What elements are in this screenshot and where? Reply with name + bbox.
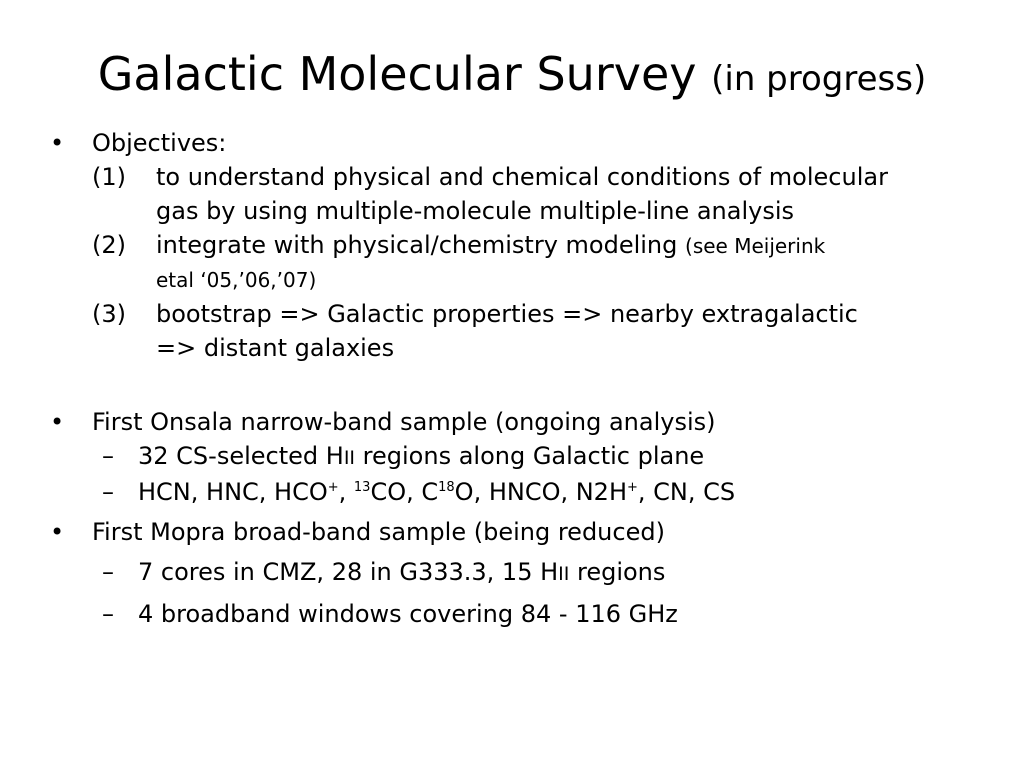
objective-3 xyxy=(50,297,990,331)
onsala-sub-1-text: 32 CS-selected HII regions along Galactic plane xyxy=(138,442,705,470)
bullet-icon: • xyxy=(50,518,65,546)
objective-2-line2: etal ‘05,’06,’07) xyxy=(156,268,317,292)
title-subtitle: (in progress) xyxy=(711,59,927,99)
bullet-mopra xyxy=(50,515,990,549)
onsala-sub-2 xyxy=(50,475,990,509)
dash-icon: – xyxy=(102,600,114,628)
objectives-heading: Objectives: xyxy=(92,129,227,157)
mopra-heading: First Mopra broad-band sample (being reduced) xyxy=(92,518,665,546)
objective-1-number: (1) xyxy=(92,163,126,191)
molecule-list: HCN, HNC, HCO+, $^{13}$CO, $C^{18}O$, HNCO, N2H+, CN, CS xyxy=(138,478,736,506)
objective-1 xyxy=(50,160,990,194)
objective-1-line2: gas by using multiple-molecule multiple-line analysis xyxy=(156,197,795,225)
objective-2-citation: (see Meijerink xyxy=(685,234,826,258)
mopra-sub-1 xyxy=(50,555,990,591)
bullet-icon: • xyxy=(50,129,65,157)
dash-icon: – xyxy=(102,478,114,506)
mopra-sub-2-text: 4 broadband windows covering 84 - 116 GHz xyxy=(138,600,678,628)
bullet-icon: • xyxy=(50,408,65,436)
spacer xyxy=(50,365,990,405)
objective-3-line1: bootstrap => Galactic properties => nearby extragalactic xyxy=(156,300,858,328)
onsala-sub-1 xyxy=(50,439,990,475)
objective-2 xyxy=(50,228,990,263)
mopra-sub-1-text: 7 cores in CMZ, 28 in G333.3, 15 HII regions xyxy=(138,558,666,586)
dash-icon: – xyxy=(102,558,114,586)
objective-1-line1: to understand physical and chemical conditions of molecular xyxy=(156,163,888,191)
onsala-heading: First Onsala narrow-band sample (ongoing analysis) xyxy=(92,408,716,436)
title-main: Galactic Molecular Survey xyxy=(97,47,697,101)
bullet-onsala xyxy=(50,405,990,439)
objective-3-number: (3) xyxy=(92,300,126,328)
mopra-sub-2 xyxy=(50,597,990,631)
slide-title xyxy=(0,44,1024,109)
objective-3-line2: => distant galaxies xyxy=(156,334,395,362)
slide-body xyxy=(50,126,990,631)
dash-icon: – xyxy=(102,442,114,470)
bullet-objectives xyxy=(50,126,990,160)
objective-2-line1: integrate with physical/chemistry modeling xyxy=(156,231,678,259)
objective-2-number: (2) xyxy=(92,231,126,259)
